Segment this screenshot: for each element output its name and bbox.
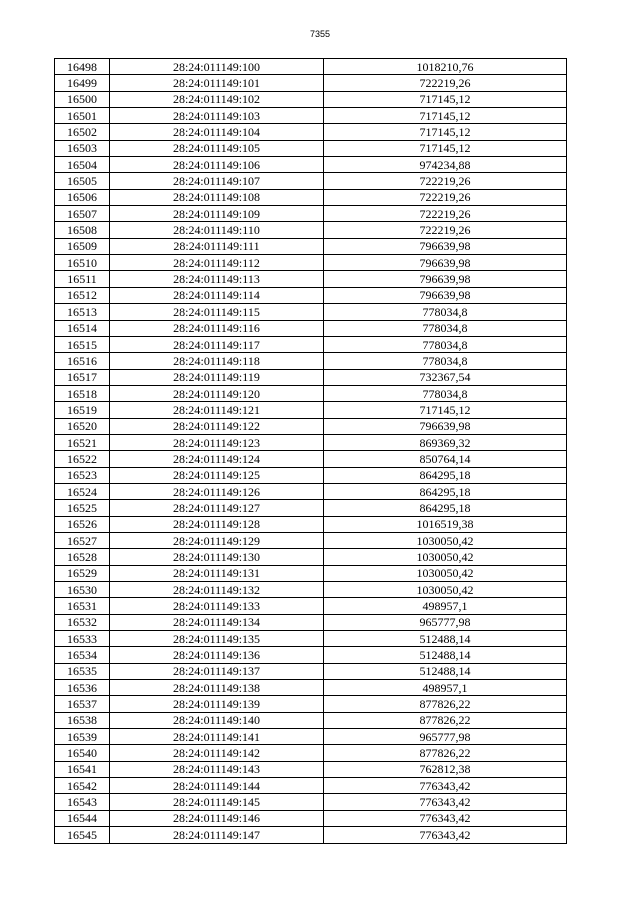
cadastral-number-cell: 28:24:011149:132 <box>110 582 324 598</box>
cadastral-value-cell: 778034,8 <box>324 336 567 352</box>
cadastral-value-cell: 717145,12 <box>324 402 567 418</box>
row-number-cell: 16498 <box>55 59 110 75</box>
cadastral-value-table <box>54 58 567 844</box>
table-row <box>55 124 567 140</box>
row-number-cell: 16518 <box>55 385 110 401</box>
cadastral-value-cell: 796639,98 <box>324 271 567 287</box>
table-row <box>55 729 567 745</box>
cadastral-number-cell: 28:24:011149:141 <box>110 729 324 745</box>
row-number-cell: 16527 <box>55 532 110 548</box>
cadastral-value-cell: 717145,12 <box>324 140 567 156</box>
table-row <box>55 647 567 663</box>
cadastral-value-cell: 796639,98 <box>324 238 567 254</box>
row-number-cell: 16543 <box>55 794 110 810</box>
cadastral-value-cell: 722219,26 <box>324 206 567 222</box>
cadastral-value-cell: 796639,98 <box>324 287 567 303</box>
cadastral-number-cell: 28:24:011149:114 <box>110 287 324 303</box>
cadastral-value-cell: 796639,98 <box>324 418 567 434</box>
row-number-cell: 16534 <box>55 647 110 663</box>
cadastral-number-cell: 28:24:011149:145 <box>110 794 324 810</box>
cadastral-number-cell: 28:24:011149:147 <box>110 827 324 843</box>
row-number-cell: 16504 <box>55 157 110 173</box>
cadastral-number-cell: 28:24:011149:108 <box>110 189 324 205</box>
cadastral-value-cell: 717145,12 <box>324 108 567 124</box>
table-row <box>55 745 567 761</box>
table-row <box>55 336 567 352</box>
cadastral-value-cell: 877826,22 <box>324 745 567 761</box>
cadastral-number-cell: 28:24:011149:106 <box>110 157 324 173</box>
table-row <box>55 451 567 467</box>
cadastral-number-cell: 28:24:011149:113 <box>110 271 324 287</box>
table-row <box>55 189 567 205</box>
cadastral-number-cell: 28:24:011149:111 <box>110 238 324 254</box>
table-row <box>55 549 567 565</box>
table-row <box>55 271 567 287</box>
table-row <box>55 598 567 614</box>
cadastral-value-cell: 498957,1 <box>324 598 567 614</box>
row-number-cell: 16523 <box>55 467 110 483</box>
row-number-cell: 16540 <box>55 745 110 761</box>
table-row <box>55 418 567 434</box>
cadastral-number-cell: 28:24:011149:128 <box>110 516 324 532</box>
table-row <box>55 500 567 516</box>
cadastral-value-cell: 776343,42 <box>324 794 567 810</box>
row-number-cell: 16526 <box>55 516 110 532</box>
table-row <box>55 631 567 647</box>
cadastral-value-cell: 722219,26 <box>324 189 567 205</box>
row-number-cell: 16512 <box>55 287 110 303</box>
row-number-cell: 16510 <box>55 255 110 271</box>
cadastral-number-cell: 28:24:011149:144 <box>110 778 324 794</box>
cadastral-value-cell: 778034,8 <box>324 320 567 336</box>
cadastral-number-cell: 28:24:011149:117 <box>110 336 324 352</box>
table-row <box>55 680 567 696</box>
table-row <box>55 827 567 843</box>
cadastral-value-cell: 965777,98 <box>324 614 567 630</box>
cadastral-number-cell: 28:24:011149:116 <box>110 320 324 336</box>
cadastral-number-cell: 28:24:011149:137 <box>110 663 324 679</box>
cadastral-number-cell: 28:24:011149:125 <box>110 467 324 483</box>
table-row <box>55 238 567 254</box>
row-number-cell: 16538 <box>55 712 110 728</box>
table-row <box>55 712 567 728</box>
cadastral-value-cell: 1018210,76 <box>324 59 567 75</box>
table-row <box>55 222 567 238</box>
row-number-cell: 16505 <box>55 173 110 189</box>
table-row <box>55 565 567 581</box>
cadastral-number-cell: 28:24:011149:122 <box>110 418 324 434</box>
cadastral-number-cell: 28:24:011149:118 <box>110 353 324 369</box>
row-number-cell: 16506 <box>55 189 110 205</box>
cadastral-value-cell: 512488,14 <box>324 663 567 679</box>
row-number-cell: 16503 <box>55 140 110 156</box>
cadastral-value-cell: 1030050,42 <box>324 549 567 565</box>
row-number-cell: 16502 <box>55 124 110 140</box>
row-number-cell: 16530 <box>55 582 110 598</box>
table-row <box>55 206 567 222</box>
row-number-cell: 16509 <box>55 238 110 254</box>
cadastral-value-cell: 796639,98 <box>324 255 567 271</box>
cadastral-value-cell: 717145,12 <box>324 91 567 107</box>
row-number-cell: 16537 <box>55 696 110 712</box>
table-row <box>55 140 567 156</box>
cadastral-number-cell: 28:24:011149:146 <box>110 810 324 826</box>
table-row <box>55 483 567 499</box>
cadastral-value-cell: 850764,14 <box>324 451 567 467</box>
cadastral-value-cell: 722219,26 <box>324 222 567 238</box>
row-number-cell: 16531 <box>55 598 110 614</box>
cadastral-number-cell: 28:24:011149:133 <box>110 598 324 614</box>
cadastral-value-cell: 864295,18 <box>324 483 567 499</box>
cadastral-value-cell: 717145,12 <box>324 124 567 140</box>
cadastral-number-cell: 28:24:011149:127 <box>110 500 324 516</box>
cadastral-number-cell: 28:24:011149:124 <box>110 451 324 467</box>
cadastral-number-cell: 28:24:011149:136 <box>110 647 324 663</box>
cadastral-number-cell: 28:24:011149:135 <box>110 631 324 647</box>
table-row <box>55 582 567 598</box>
row-number-cell: 16517 <box>55 369 110 385</box>
table-row <box>55 157 567 173</box>
cadastral-value-cell: 778034,8 <box>324 353 567 369</box>
cadastral-value-cell: 864295,18 <box>324 467 567 483</box>
cadastral-value-cell: 776343,42 <box>324 827 567 843</box>
cadastral-number-cell: 28:24:011149:102 <box>110 91 324 107</box>
cadastral-value-cell: 778034,8 <box>324 304 567 320</box>
row-number-cell: 16507 <box>55 206 110 222</box>
cadastral-value-cell: 1030050,42 <box>324 565 567 581</box>
cadastral-number-cell: 28:24:011149:129 <box>110 532 324 548</box>
cadastral-number-cell: 28:24:011149:139 <box>110 696 324 712</box>
cadastral-value-cell: 974234,88 <box>324 157 567 173</box>
cadastral-value-cell: 512488,14 <box>324 631 567 647</box>
table-row <box>55 778 567 794</box>
cadastral-number-cell: 28:24:011149:105 <box>110 140 324 156</box>
table-body <box>55 59 567 844</box>
row-number-cell: 16529 <box>55 565 110 581</box>
cadastral-value-cell: 776343,42 <box>324 778 567 794</box>
cadastral-value-cell: 732367,54 <box>324 369 567 385</box>
row-number-cell: 16513 <box>55 304 110 320</box>
cadastral-number-cell: 28:24:011149:100 <box>110 59 324 75</box>
table-row <box>55 810 567 826</box>
cadastral-value-cell: 1030050,42 <box>324 582 567 598</box>
row-number-cell: 16542 <box>55 778 110 794</box>
table-row <box>55 434 567 450</box>
cadastral-number-cell: 28:24:011149:103 <box>110 108 324 124</box>
row-number-cell: 16520 <box>55 418 110 434</box>
table-row <box>55 794 567 810</box>
row-number-cell: 16521 <box>55 434 110 450</box>
cadastral-number-cell: 28:24:011149:130 <box>110 549 324 565</box>
table-row <box>55 75 567 91</box>
row-number-cell: 16532 <box>55 614 110 630</box>
cadastral-number-cell: 28:24:011149:110 <box>110 222 324 238</box>
page-number: 7355 <box>309 29 331 39</box>
table-row <box>55 108 567 124</box>
table-row <box>55 402 567 418</box>
cadastral-value-cell: 1030050,42 <box>324 532 567 548</box>
row-number-cell: 16544 <box>55 810 110 826</box>
cadastral-value-cell: 722219,26 <box>324 173 567 189</box>
row-number-cell: 16545 <box>55 827 110 843</box>
cadastral-value-cell: 965777,98 <box>324 729 567 745</box>
cadastral-number-cell: 28:24:011149:143 <box>110 761 324 777</box>
cadastral-value-cell: 778034,8 <box>324 385 567 401</box>
cadastral-number-cell: 28:24:011149:107 <box>110 173 324 189</box>
row-number-cell: 16516 <box>55 353 110 369</box>
row-number-cell: 16541 <box>55 761 110 777</box>
row-number-cell: 16535 <box>55 663 110 679</box>
table-row <box>55 369 567 385</box>
table-row <box>55 304 567 320</box>
cadastral-value-cell: 877826,22 <box>324 696 567 712</box>
cadastral-number-cell: 28:24:011149:140 <box>110 712 324 728</box>
row-number-cell: 16500 <box>55 91 110 107</box>
table-row <box>55 353 567 369</box>
table-row <box>55 467 567 483</box>
table-row <box>55 385 567 401</box>
row-number-cell: 16524 <box>55 483 110 499</box>
cadastral-number-cell: 28:24:011149:104 <box>110 124 324 140</box>
cadastral-number-cell: 28:24:011149:126 <box>110 483 324 499</box>
cadastral-number-cell: 28:24:011149:121 <box>110 402 324 418</box>
row-number-cell: 16533 <box>55 631 110 647</box>
row-number-cell: 16536 <box>55 680 110 696</box>
row-number-cell: 16508 <box>55 222 110 238</box>
row-number-cell: 16515 <box>55 336 110 352</box>
cadastral-number-cell: 28:24:011149:112 <box>110 255 324 271</box>
table-row <box>55 173 567 189</box>
table-row <box>55 320 567 336</box>
table-row <box>55 696 567 712</box>
table-row <box>55 91 567 107</box>
cadastral-number-cell: 28:24:011149:131 <box>110 565 324 581</box>
table-row <box>55 614 567 630</box>
table-row <box>55 255 567 271</box>
table-row <box>55 532 567 548</box>
cadastral-number-cell: 28:24:011149:138 <box>110 680 324 696</box>
row-number-cell: 16528 <box>55 549 110 565</box>
cadastral-number-cell: 28:24:011149:119 <box>110 369 324 385</box>
row-number-cell: 16519 <box>55 402 110 418</box>
cadastral-value-cell: 877826,22 <box>324 712 567 728</box>
cadastral-number-cell: 28:24:011149:142 <box>110 745 324 761</box>
table-row <box>55 663 567 679</box>
row-number-cell: 16539 <box>55 729 110 745</box>
table-row <box>55 287 567 303</box>
row-number-cell: 16514 <box>55 320 110 336</box>
cadastral-number-cell: 28:24:011149:109 <box>110 206 324 222</box>
cadastral-value-cell: 1016519,38 <box>324 516 567 532</box>
row-number-cell: 16522 <box>55 451 110 467</box>
row-number-cell: 16511 <box>55 271 110 287</box>
cadastral-number-cell: 28:24:011149:115 <box>110 304 324 320</box>
table-row <box>55 761 567 777</box>
cadastral-value-cell: 869369,32 <box>324 434 567 450</box>
row-number-cell: 16525 <box>55 500 110 516</box>
cadastral-value-cell: 722219,26 <box>324 75 567 91</box>
cadastral-number-cell: 28:24:011149:134 <box>110 614 324 630</box>
row-number-cell: 16501 <box>55 108 110 124</box>
cadastral-value-cell: 864295,18 <box>324 500 567 516</box>
cadastral-value-cell: 512488,14 <box>324 647 567 663</box>
row-number-cell: 16499 <box>55 75 110 91</box>
cadastral-number-cell: 28:24:011149:120 <box>110 385 324 401</box>
cadastral-number-cell: 28:24:011149:123 <box>110 434 324 450</box>
cadastral-value-cell: 776343,42 <box>324 810 567 826</box>
cadastral-value-cell: 762812,38 <box>324 761 567 777</box>
table-row <box>55 59 567 75</box>
cadastral-value-cell: 498957,1 <box>324 680 567 696</box>
cadastral-number-cell: 28:24:011149:101 <box>110 75 324 91</box>
table-row <box>55 516 567 532</box>
